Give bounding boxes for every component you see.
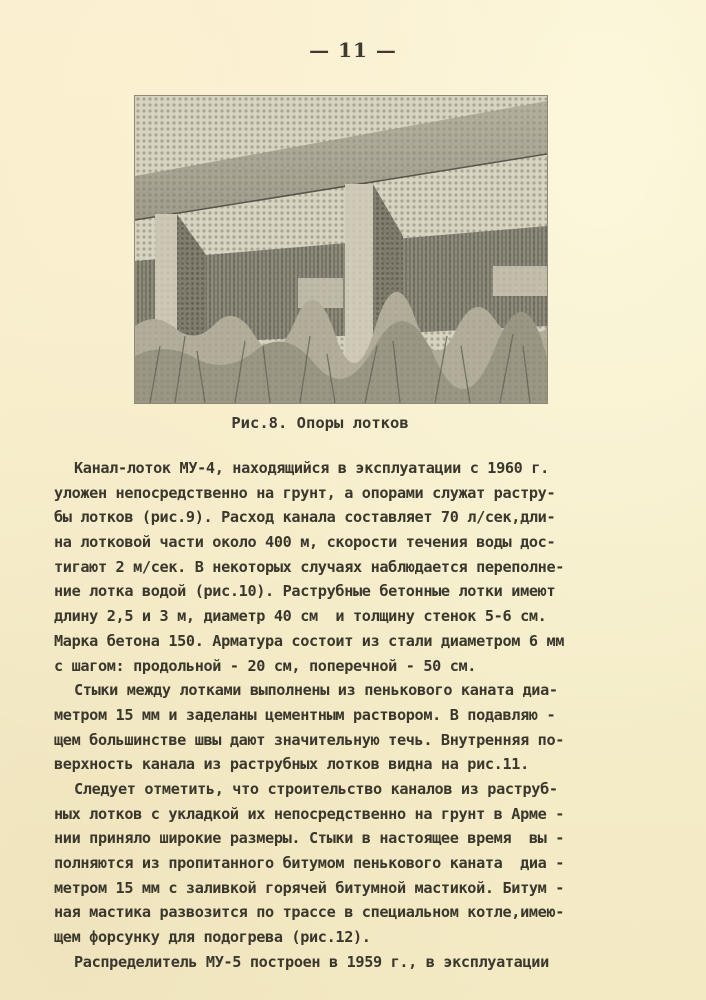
text-line: тигают 2 м/сек. В некоторых случаях наблюдается переполне- <box>54 557 565 576</box>
text-line: Следует отметить, что строительство каналов из раструб- <box>74 779 558 798</box>
text-line: бы лотков (рис.9). Расход канала составляет 70 л/сек,дли- <box>54 508 556 527</box>
text-line: длину 2,5 и 3 м, диаметр 40 см и толщину стенок 5-6 см. <box>54 607 547 626</box>
page-number: — 11 — <box>309 38 397 62</box>
text-line: полняются из пропитанного битумом пенькового каната диа - <box>54 854 565 872</box>
text-line: метром 15 мм и заделаны цементным раствором. В подавляю - <box>54 705 556 724</box>
text-line: метром 15 мм с заливкой горячей битумной мастикой. Битум - <box>54 878 565 897</box>
figure-caption: Рис.8. Опоры лотков <box>231 414 409 432</box>
text-line: ных лотков с укладкой их непосредственно на грунт в Арме - <box>54 804 565 823</box>
text-line: ние лотка водой (рис.10). Раструбные бетонные лотки имеют <box>54 582 556 601</box>
text-line: щем форсунку для подогрева (рис.12). <box>54 928 371 947</box>
text-line: Стыки между лотками выполнены из пенькового каната диа- <box>74 681 558 700</box>
text-line: Распределитель МУ-5 построен в 1959 г., в эксплуатации <box>74 952 549 971</box>
canal-flume-supports-photo-icon <box>135 96 547 403</box>
body-text <box>54 456 664 974</box>
text-line: щем большинстве швы дают значительную течь. Внутренняя по- <box>54 730 565 749</box>
text-line: Канал-лоток МУ-4, находящийся в эксплуатации с 1960 г. <box>74 459 549 477</box>
figure-photo <box>134 95 548 404</box>
text-line: верхность канала из раструбных лотков видна на рис.11. <box>54 755 529 774</box>
text-line: уложен непосредственно на грунт, а опорами служат растру- <box>54 483 556 502</box>
text-line: Марка бетона 150. Арматура состоит из стали диаметром 6 мм <box>54 631 565 650</box>
text-line: на лотковой части около 400 м, скорости течения воды дос- <box>54 533 556 552</box>
text-line: нии приняло широкие размеры. Стыки в настоящее время вы - <box>54 829 565 848</box>
text-line: с шагом: продольной - 20 см, поперечной - 50 см. <box>54 656 477 675</box>
text-line: ная мастика развозится по трассе в специальном котле,имею- <box>54 903 565 922</box>
